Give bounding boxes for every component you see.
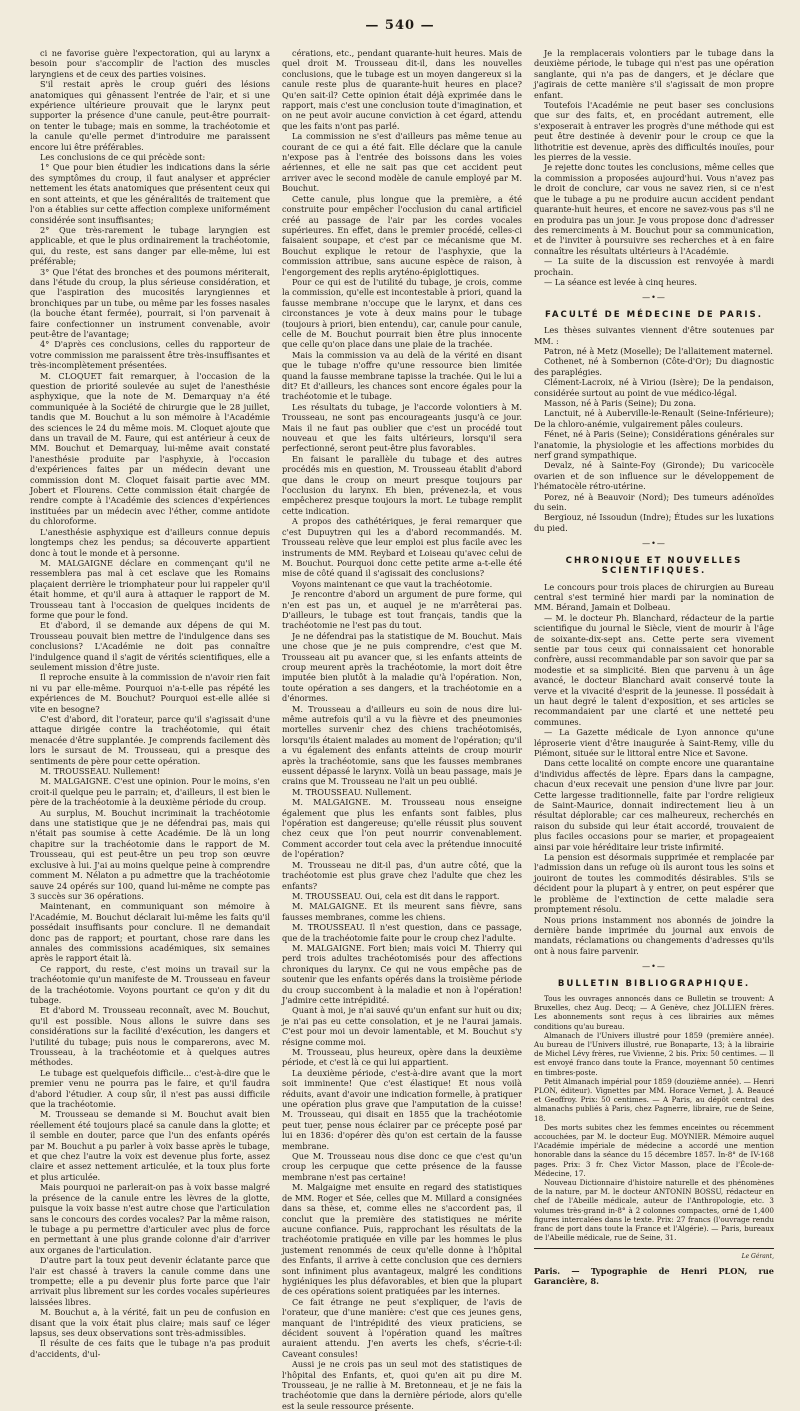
paragraph: Mais pourquoi ne parlerait-on pas à voix basse malgré la présence de la canule entre les lèvres de la glotte, puisque la voix basse n'est autre chose que l'articulation sans le concours des cordes vocales? Par la même raison, le tubage a pu permettre d'articuler avec plus de force en permettant à une plus grande colonne d'air d'arriver aux organes de l'articulation. bbox=[30, 1182, 270, 1255]
paragraph: Clément-Lacroix, né à Viriou (Isère); De la pendaison, considérée surtout au point de vue médico-légal. bbox=[534, 377, 774, 398]
bulletin-intro: Tous les ouvrages annoncés dans ce Bulletin se trouvent: A Bruxelles, chez Aug. Decq; — A Genève, chez JOLLIEN frères. Les abonnements sont reçus à ces librairies aux mêmes conditions qu'au bureau. bbox=[534, 993, 774, 1031]
paragraph: M. MALGAIGNE. Et ils meurent sans fièvre, sans fausses membranes, comme les chiens. bbox=[282, 901, 522, 922]
paragraph: M. Trousseau ne dit-il pas, d'un autre côté, que la trachéotomie est plus grave chez l'adulte que chez les enfants? bbox=[282, 859, 522, 891]
paragraph: M. Trousseau a d'ailleurs eu soin de nous dire lui-même autrefois qu'il a vu la fièvre et des pneumonies mortelles survenir chez des chiens trachéotomisés, lorsqu'ils étaient malades au moment de l'opération; qu'il a vu également des enfants atteints de croup mourir après la trachéotomie, sans que les fausses membranes eussent dépassé le larynx. Voilà un beau passage, mais je crains que M. Trousseau ne l'ait un peu oublié. bbox=[282, 703, 522, 787]
paragraph: M. TROUSSEAU. Oui, cela est dit dans le rapport. bbox=[292, 890, 500, 901]
paragraph: Masson, né à Paris (Seine); Du zona. bbox=[544, 398, 697, 408]
paragraph: M. Trousseau se demande si M. Bouchut avait bien réellement été toujours placé sa canule dans la glotte; et il semble en douter, parce que l'un des enfants opérés par M. Bouchut a pu parler à voix basse après le tubage, et que chez l'autre la voix est devenue plus forte, assez claire et assez nettement articulée, et la toux plus forte et plus articulée. bbox=[30, 1109, 270, 1182]
separator: —•— bbox=[642, 293, 666, 303]
paragraph: Il reproche ensuite à la commission de n'avoir rien fait ni vu par elle-même. Pourquoi n'a-t-elle pas répété les expériences de M. Bouchut? Pourquoi est-elle allée si vite en besogne? bbox=[30, 672, 270, 714]
paragraph: L'anesthésie asphyxique est d'ailleurs connue depuis longtemps chez les pendus; sa découverte appartient donc à tout le monde et à personne. bbox=[30, 526, 270, 558]
column-right bbox=[534, 48, 774, 1287]
paragraph: Et d'abord M. Trousseau reconnaît, avec M. Bouchut, qu'il est possible. Nous allons le suivre dans ses considérations sur la facilité d'exécution, les dangers et l'utilité du tubage; puis nous le comparerons, avec M. Trousseau, à la trachéotomie et à quelques autres méthodes. bbox=[30, 1005, 270, 1068]
paragraph: M. Bouchut a, à la vérité, fait un peu de confusion en disant que la voix était plus claire; mais sauf ce léger lapsus, ses deux observations sont très-admissibles. bbox=[30, 1307, 270, 1338]
paragraph: Cette canule, plus longue que la première, a été construite pour empêcher l'occlusion du canal artificiel créé au passage de l'air par les cordes vocales supérieures. En effet, dans le premier procédé, celles-ci faisaient soupape, et c'est par ce mécanisme que M. Bouchut explique le retour de l'asphyxie, que la commission attribue, sans aucune espèce de raison, à l'engorgement des replis aryténo-épiglottiques. bbox=[282, 193, 522, 277]
paragraph: Voyons maintenant ce que vaut la trachéotomie. bbox=[292, 578, 493, 589]
paragraph: M. TROUSSEAU. Nullement. bbox=[292, 786, 412, 797]
paragraph: Les conclusions de ce qui précède sont: bbox=[40, 152, 206, 163]
paragraph: Cothenet, né à Sombernon (Côte-d'Or); Du diagnostic des paraplégies. bbox=[534, 356, 774, 377]
paragraph: Lanctuit, né à Auberville-le-Renault (Seine-Inférieure); De la chloro-anémie, vulgairement pâles couleurs. bbox=[534, 408, 774, 429]
paragraph: Fénet, né à Paris (Seine); Considérations générales sur l'anatomie, la physiologie et les affections morbides du nerf grand sympathique. bbox=[534, 429, 774, 461]
paragraph: M. TROUSSEAU. Il n'est question, dans ce passage, que de la trachéotomie faite pour le croup chez l'adulte. bbox=[282, 922, 522, 943]
theses-list bbox=[534, 346, 774, 533]
bulletin-heading: BULLETIN BIBLIOGRAPHIQUE. bbox=[557, 978, 751, 989]
paragraph: M. MALGAIGNE déclare en commençant qu'il ne ressemblera pas mal à cet esclave que les Romains plaçaient derrière le triomphateur pour lui rappeler qu'il était homme, et qu'il aura à attaquer le rapport de M. Trousseau tant à l'occasion de quelques incidents de forme que pour le fond. bbox=[30, 557, 270, 620]
page-number: — 540 — bbox=[0, 18, 800, 33]
paragraph: Les résultats du tubage, je l'accorde volontiers à M. Trousseau, ne sont pas encourageants jusqu'à ce jour. Mais il ne faut pas oublier que c'est un procédé tout nouveau et que les faits ultérieurs, lorsqu'il sera perfectionné, seront peut-être plus favorables. bbox=[282, 401, 522, 454]
paragraph: Nouveau Dictionnaire d'histoire naturelle et des phénomènes de la nature, par M. le docteur ANTONIN BOSSU, rédacteur en chef de l'Abeille médicale, auteur de l'Anthropologie, etc. 3 volumes très-grand in-8° à 2 colonnes compactes, orné de 1,400 figures intercalées dans le texte. Prix: 27 francs (l'ouvrage rendu franc de port dans toute la France et l'Algérie). — Paris, bureaux de l'Abeille médicale, rue de Seine, 31. bbox=[534, 1178, 774, 1243]
column-middle bbox=[282, 48, 522, 1411]
paragraph: Je la remplacerais volontiers par le tubage dans la deuxième période, le tubage qui n'est pas une opération sanglante, qui n'a pas de dangers, et je déclare que j'agirais de cette manière s'il s'agissait de mon propre enfant. bbox=[534, 48, 774, 100]
paragraph: M. TROUSSEAU. Nullement! bbox=[40, 766, 161, 777]
paragraph: ci ne favorise guère l'expectoration, qui au larynx a besoin pour s'accomplir de l'action des muscles laryngiens et de ceux des parties voisines. bbox=[30, 48, 270, 79]
paragraph: M. MALGAIGNE. M. Trousseau nous enseigne également que plus les enfants sont faibles, plus l'opération est dangereuse; qu'elle réussit plus souvent chez ceux que l'on peut nourrir convenablement. Comment accorder tout cela avec la prétendue innocuité de l'opération? bbox=[282, 797, 522, 860]
paragraph: S'il restait après le croup guéri des lésions anatomiques qui gênassent l'entrée de l'air, et si une expérience ultérieure prouvait que le larynx peut supporter la présence d'une canule, peut-être pourrait-on tenter le tubage; mais en somme, la trachéotomie et la canule qu'elle permet d'introduire me paraissent encore lui être préférables. bbox=[30, 79, 270, 152]
paragraph: — La séance est levée à cinq heures. bbox=[544, 276, 698, 287]
paragraph: Au surplus, M. Bouchut incriminait la trachéotomie dans une statistique que je ne défendrai pas, mais qui n'était pas soumise à cette Académie. De là un long chapitre sur la trachéotomie dans le rapport de M. Trousseau, qui est peut-être un peu trop son œuvre exclusive à lui. J'ai au moins quelque peine à comprendre comment M. Nélaton a pu admettre que la trachéotomie sauve 24 opérés sur 100, quand lui-même ne compte pas 3 succès sur 36 opérations. bbox=[30, 807, 270, 901]
paragraph: M. MALGAIGNE. C'est une opinion. Pour le moins, s'en croit-il quelque peu le parrain; et, d'ailleurs, il est bien le père de la trachéotomie à la deuxième période du croup. bbox=[30, 776, 270, 808]
paragraph: M. CLOQUET fait remarquer, à l'occasion de la question de priorité soulevée au sujet de l'anesthésie asphyxique, que la note de M. Demarquay n'a été communiquée à la Société de chirurgie que le 28 juillet, tandis que M. Bouchut a lu son mémoire à l'Académie des sciences le 24 du même mois. M. Cloquet ajoute que dans un travail de M. Faure, qui est antérieur à ceux de MM. Bouchut et Demarquay, lui-même avait constaté l'anesthésie produite par l'asphyxie, à l'occasion d'expériences faites par un médecin devant une commission dont M. Cloquet faisait partie avec MM. Jobert et Flourens. Cette commission était chargée de rendre compte à l'Académie des sciences d'expériences instituées par un médecin avec l'éther, comme antidote du chloroforme. bbox=[30, 370, 270, 527]
paragraph: Quant à moi, je n'ai sauvé qu'un enfant sur huit ou dix; je n'ai pas eu cette consolation, et je ne l'aurai jamais. C'est pour moi un devoir lamentable, et M. Bouchut s'y résigne comme moi. bbox=[282, 1005, 522, 1047]
paragraph: Bergiouz, né Issoudun (Indre); Études sur les luxations du pied. bbox=[534, 512, 774, 533]
paragraph: Mais la commission va au delà de la vérité en disant que le tubage n'offre qu'une ressource bien limitée quand la fausse membrane tapisse la trachée. Qui le lui a dit? Et d'ailleurs, les chances sont encore égales pour la trachéotomie et le tubage. bbox=[282, 349, 522, 402]
paragraph: Le tubage est quelquefois difficile... c'est-à-dire que le premier venu ne pourra pas le faire, et qu'il faudra d'abord l'étudier. A coup sûr, il n'est pas aussi difficile que la trachéotomie. bbox=[30, 1067, 270, 1110]
paragraph: Le concours pour trois places de chirurgien au Bureau central s'est terminé hier mardi par la nomination de MM. Bérand, Jamain et Dolbeau. bbox=[534, 581, 774, 613]
paragraph: — M. le docteur Ph. Blanchard, rédacteur de la partie scientifique du journal le Siècle, vient de mourir à l'âge de soixante-dix-sept ans. Cette perte sera vivement sentie par tous ceux qui connaissaient cet honorable confrère, aussi recommandable par son savoir que par sa modestie et sa simplicité. Bien que parvenu à un âge avancé, le docteur Blanchard avait conservé toute la verve et la vivacité d'esprit de la jeunesse. Il possédait à un haut degré le talent d'exposition, et ses articles se recommandaient par une clarté et une netteté peu communes. bbox=[534, 612, 774, 727]
footer-rule bbox=[534, 1248, 774, 1249]
paragraph: La deuxième période, c'est-à-dire avant que la mort soit imminente! Que c'est élastique! Et nous voilà réduits, avant d'avoir une indication formelle, à pratiquer une opération plus grave que l'amputation de la cuisse! M. Trousseau, qui disait en 1855 que la trachéotomie peut tuer, pense nous éclairer par ce précepte posé par lui en 1836: d'opérer dès qu'on est certain de la fausse membrane. bbox=[282, 1067, 522, 1151]
chronique-body bbox=[534, 582, 774, 957]
paragraph: cérations, etc., pendant quarante-huit heures. Mais de quel droit M. Trousseau dit-il, dans les nouvelles conclusions, que le tubage est un moyen dangereux si la canule reste plus de quarante-huit heures en place? Qu'en sait-il? Cette opinion était déjà exprimée dans le rapport, mais c'est une conclusion toute d'imagination, et on ne peut avoir aucune conviction à cet égard, attendu que les faits n'ont pas parlé. bbox=[282, 48, 522, 131]
paragraph: Et d'abord, il se demande aux dépens de qui M. Trousseau pouvait bien mettre de l'indulgence dans ses conclusions? L'Académie ne doit pas connaître l'indulgence quand il s'agit de vérités scientifiques, elle a seulement mission d'être juste. bbox=[30, 620, 270, 672]
paragraph: Il résulte de ces faits que le tubage n'a pas produit d'accidents, d'ul- bbox=[30, 1338, 270, 1359]
paragraph: M. Malgaigne met ensuite en regard des statistiques de MM. Roger et Sée, celles que M. Millard a consignées dans sa thèse, et, comme elles ne s'accordent pas, il conclut que la première des statistiques ne mérite aucune confiance. Puis, rapprochant les résultats de la trachéotomie pratiquée en ville par les hommes le plus justement renommés de ceux qu'elle donne à l'hôpital des Enfants, il arrive à cette conclusion que ces derniers sont infiniment plus avantageux, malgré les conditions hygiéniques les plus défavorables, et bien que la plupart de ces opérations soient pratiquées par les internes. bbox=[282, 1182, 522, 1297]
paragraph: Ce fait étrange ne peut s'expliquer, de l'avis de l'orateur, que d'une manière: c'est que ces jeunes gens, manquant de l'intrépidité des vieux praticiens, se décident souvent à l'opération quand les maîtres auraient attendu. J'en averts les chefs, s'écrie-t-il: Caveant consules! bbox=[282, 1296, 522, 1359]
paragraph: Porez, né à Beauvoir (Nord); Des tumeurs adénoïdes du sein. bbox=[534, 491, 774, 513]
paragraph: — La Gazette médicale de Lyon annonce qu'une léproserie vient d'être inaugurée à Saint-Remy, ville du Piémont, située sur le littoral entre Nice et Savone. bbox=[534, 727, 774, 758]
separator: —•— bbox=[642, 962, 666, 972]
paragraph: Que M. Trousseau nous dise donc ce que c'est qu'un croup les cerpuque que cette présence de la fausse membrane n'est pas certaine! bbox=[282, 1151, 522, 1182]
paragraph: Des morts subites chez les femmes enceintes ou récemment accouchées, par M. le docteur Eug. MOYNIER. Mémoire auquel l'Académie impériale de médecine a accordé une mention honorable dans la séance du 15 décembre 1857. In-8° de IV-168 pages. Prix: 3 fr. Chez Victor Masson, place de l'École-de-Médecine, 17. bbox=[534, 1122, 774, 1178]
paragraph: Je ne défendrai pas la statistique de M. Bouchut. Mais une chose que je ne puis comprendre, c'est que M. Trousseau ait pu avancer que, si les enfants atteints de croup meurent après la trachéotomie, la mort doit être imputée bien plutôt à la maladie qu'à l'opération. Non, toute opération a ses dangers, et la trachéotomie en a d'énormes. bbox=[282, 630, 522, 704]
paragraph: Je rejette donc toutes les conclusions, même celles que la commission a proposées aujourd'hui. Vous n'avez pas le droit de conclure, car vous ne savez rien, si ce n'est que le tubage a pu ne produire aucun accident pendant quarante-huit heures, et encore ne savez-vous pas s'il ne en produira pas un jour. Je vous propose donc d'adresser des remerciments à M. Bouchut pour sa communication, et de l'inviter à poursuivre ses recherches et à en faire connaître les résultats ultérieurs à l'Académie. bbox=[534, 162, 774, 256]
paragraph: La pension est désormais supprimée et remplacée par l'admission dans un refuge où ils auront tous les soins et jouiront de toutes les commodités désirables. S'ils se décident pour la plupart à y entrer, on peut espérer que le problème de l'extinction de cette maladie sera promptement résolu. bbox=[534, 852, 774, 915]
gerant-label: Le Gérant, bbox=[741, 1253, 774, 1261]
chronique-heading: CHRONIQUE ET NOUVELLES SCIENTIFIQUES. bbox=[565, 555, 743, 577]
paragraph: Dans cette localité on compte encore une quarantaine d'individus affectés de lèpre. Épars dans la campagne, chacun d'eux recevait une pension d'une livre par jour. Cette largesse traditionnelle, faite par l'ordre religieux de Saint-Maurice, donnait indirectement lieu à un résultat déplorable; car ces malheureux, recherchés en raison du subside qui leur était accordé, trouvaient de plus faciles occasions pour se marier, et propageaient ainsi par voie héréditaire leur triste infirmité. bbox=[534, 758, 774, 852]
paragraph: 1° Que pour bien étudier les indications dans la série des symptômes du croup, il faut analyser et apprécier nettement les états anatomiques que présentent ceux qui en sont atteints, et que les généralités de traitement que l'on a établies sur cette affection complexe uniformément considérée sont insuffisantes; bbox=[30, 162, 270, 225]
paragraph: 2° Que très-rarement le tubage laryngien est applicable, et que le plus ordinairement la trachéotomie, qui, du reste, est sans danger par elle-même, lui est préférable; bbox=[30, 224, 270, 267]
paragraph: Toutefois l'Académie ne peut baser ses conclusions que sur des faits, et, en procédant autrement, elle s'exposerait à entraver les progrès d'une méthode qui est peut être destinée à devenir pour le croup ce que la lithotritie est devenue, après des difficultés inouïes, pour les pierres de la vessie. bbox=[534, 100, 774, 163]
printer-imprint: Paris. — Typographie de Henri PLON, rue Garancière, 8. bbox=[534, 1265, 774, 1287]
paragraph: M. MALGAIGNE. Fort bien; mais voici M. Thierry qui perd trois adultes trachéotomisés pour des affections chroniques du larynx. Ce qui ne vous empêche pas de soutenir que les enfants opérés dans la troisième période du croup succombent à la maladie et non à l'opération! J'admire cette intrépidité. bbox=[282, 942, 522, 1005]
discussion-end bbox=[534, 48, 774, 287]
paragraph: Patron, né à Metz (Moselle); De l'allaitement maternel. bbox=[544, 345, 773, 356]
paragraph: Je rencontre d'abord un argument de pure forme, qui n'en est pas un, et auquel je ne m'arrêterai pas. D'ailleurs, le tubage est tout français, tandis que la trachéotomie ne l'est pas du tout. bbox=[282, 589, 522, 631]
separator: —•— bbox=[642, 539, 666, 549]
faculte-intro: Les thèses suivantes viennent d'être soutenues par MM. : bbox=[534, 325, 774, 346]
paragraph: Devalz, né à Sainte-Foy (Gironde); Du varicocèle ovarien et de son influence sur le développement de l'hématocèle rétro-utérine. bbox=[534, 460, 774, 492]
bulletin-items bbox=[534, 1031, 774, 1243]
paragraph: A propos des cathétériques, je ferai remarquer que c'est Dupuytren qui les a d'abord recommandés. M. Trousseau relève que leur emploi est plus facile avec les instruments de MM. Reybard et Loiseau qu'avec celui de M. Bouchut. Pourquoi donc cette petite arme a-t-elle été mise de côté quand il s'agissait des conclusions? bbox=[282, 516, 522, 579]
column-left bbox=[30, 48, 270, 1359]
paragraph: — La suite de la discussion est renvoyée à mardi prochain. bbox=[534, 256, 774, 277]
paragraph: Almanach de l'Univers illustré pour 1859 (première année). Au bureau de l'Univers illustré, rue Bonaparte, 13; à la librairie de Michel Lévy frères, rue Vivienne, 2 bis. Prix: 50 centimes. — Il est envoyé franco dans toute la France, moyennant 50 centimes en timbres-poste. bbox=[534, 1030, 774, 1077]
faculte-heading: FACULTÉ DE MÉDECINE DE PARIS. bbox=[544, 309, 763, 320]
paragraph: Maintenant, en communiquant son mémoire à l'Académie, M. Bouchut déclarait lui-même les faits qu'il possédait insuffisants pour conclure. Il ne demandait donc pas de rapport; et pourtant, chose rare dans les annales des commissions académiques, six semaines après le rapport était là. bbox=[30, 901, 270, 964]
paragraph: Aussi je ne crois pas un seul mot des statistiques de l'hôpital des Enfants, et, quoi qu'en ait pu dire M. Trousseau, je ne rallie à M. Bretonneau, et je ne fais la trachéotomie que dans la dernière période, alors qu'elle est la seule ressource présente. bbox=[282, 1359, 522, 1411]
paragraph: 3° Que l'état des bronches et des poumons mériterait, dans l'étude du croup, la plus sérieuse considération, et que l'aspiration des mucosités laryngiennes et bronchiques par un tube, ou même par les fosses nasales (la bouche étant fermée), pourrait, si l'on parvenait à faire confectionner un instrument convenable, avoir peut-être de l'avantage; bbox=[30, 266, 270, 339]
paragraph: En faisant le parallèle du tubage et des autres procédés mis en question, M. Trousseau établit d'abord que dans le croup on meurt presque toujours par l'occlusion du larynx. Eh bien, prévenez-la, et vous empêcherez presque toujours la mort. Le tubage remplit cette indication. bbox=[282, 453, 522, 516]
paragraph: Ce rapport, du reste, c'est moins un travail sur la trachéotomie qu'un manifeste de M. Trousseau en faveur de la trachéotomie. Voyons pourtant ce qu'on y dit du tubage. bbox=[30, 963, 270, 1005]
paragraph: 4° D'après ces conclusions, celles du rapporteur de votre commission me paraissent être très-insuffisantes et très-incomplètement présentées. bbox=[30, 339, 270, 371]
paragraph: M. Trousseau, plus heureux, opère dans la deuxième période, et c'est là ce qui lui appartient. bbox=[282, 1047, 522, 1068]
paragraph: Nous prions instamment nos abonnés de joindre la dernière bande imprimée du journal aux envois de mandats, réclamations ou changements d'adresses qu'ils ont à nous faire parvenir. bbox=[534, 914, 774, 956]
paragraph: Petit Almanach impérial pour 1859 (douzième année). — Henri PLON, éditeur). Vignettes par MM. Horace Vernet, J. A. Beaucé et Geoffroy. Prix: 50 centimes. — A Paris, au dépôt central des almanachs publiés à Paris, chez Pagnerre, libraire, rue de Seine, 18. bbox=[534, 1076, 774, 1123]
paragraph: Pour ce qui est de l'utilité du tubage, je crois, comme la commission, qu'elle est incontestable à priori, quand la fausse membrane n'occupe que le larynx, et dans ces circonstances je vote à deux mains pour le tubage (toujours à priori, bien entendu), car, canule pour canule, celle de M. Bouchut pourrait bien être plus innocente que celle qu'on place dans une plaie de la trachée. bbox=[282, 276, 522, 350]
paragraph: D'autre part la toux peut devenir éclatante parce que l'air est chassé à travers la canule comme dans une trompette; elle a pu devenir plus forte parce que l'air arrivait plus librement sur les cordes vocales supérieures laissées libres. bbox=[30, 1255, 270, 1307]
paragraph: C'est d'abord, dit l'orateur, parce qu'il s'agissait d'une attaque dirigée contre la trachéotomie, qui était menacée d'être supplantée. Je comprends facilement dès lors le sursaut de M. Trousseau, qui a presque des sentiments de père pour cette opération. bbox=[30, 714, 270, 766]
paragraph: La commission ne s'est d'ailleurs pas même tenue au courant de ce qui a été fait. Elle déclare que la canule n'expose pas à l'entrée des boissons dans les voies aériennes, et elle ne sait pas que cet accident peut arriver avec le second modèle de canule employé par M. Bouchut. bbox=[282, 131, 522, 194]
